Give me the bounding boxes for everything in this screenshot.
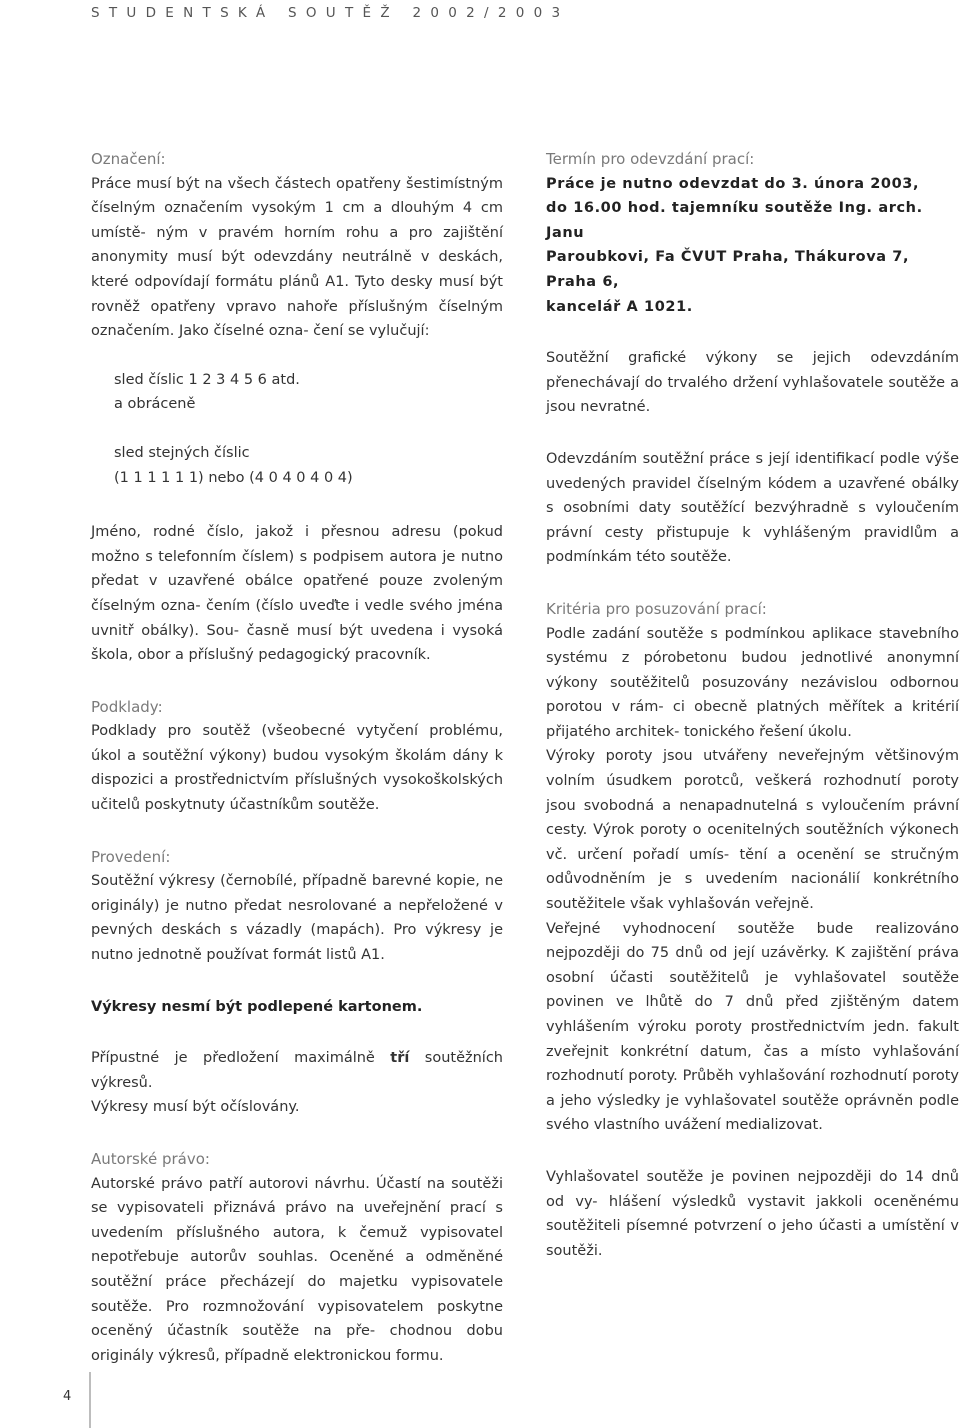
text-line: plánů A1. Tyto desky musí být rovněž opatřeny vpravo: [91, 273, 503, 315]
text-line: Paroubkovi, Fa ČVUT Praha, Thákurova 7, Praha 6,: [546, 249, 910, 290]
text-line: formu.: [395, 1347, 444, 1364]
text-line: časně musí být uvedena i vysoká škola, obor a příslušný: [91, 622, 503, 664]
paragraph-kriteria-2: [546, 744, 959, 916]
text-line: Jméno, rodné číslo, jakož i přesnou adresu (pokud možno: [91, 524, 503, 565]
section-heading-oznaceni: Označení:: [91, 150, 166, 168]
text-line: hlášení výsledků vystavit jakkoli oceněnému soutěžiteli: [546, 1193, 959, 1235]
footer-rule: [89, 1372, 91, 1428]
section-termin: [546, 147, 959, 570]
bold-count: tří: [390, 1050, 410, 1067]
page-number: 4: [63, 1389, 72, 1404]
text-line: Soutěžní výkresy (černobílé, případně barevné kopie, ne: [91, 873, 503, 890]
text-line: a prostřednictvím příslušných vysokoškolských učitelů: [91, 772, 504, 814]
text-line: Práce je nutno odevzdat do 3. února 2003,: [546, 175, 920, 192]
text-line: do trvalého držení vyhlašovatele soutěže a jsou nevratné.: [546, 374, 960, 416]
paragraph-submission-terms: [546, 447, 959, 570]
paragraph-autorske: [91, 1172, 503, 1369]
text-line: Odevzdáním soutěžní práce s její identifikací podle výše: [546, 450, 959, 467]
paragraph-kriteria-3: [546, 917, 959, 1138]
text-line: cesty přistupuje k vyhlášeným pravidlům a podmínkám této: [546, 524, 959, 566]
text-line: Výroky poroty jsou utvářeny neveřejným většinovým volním: [546, 748, 959, 790]
text-line: chodnou dobu originály výkresů, případně elektronickou: [91, 1323, 503, 1364]
section-provedeni: [91, 845, 503, 1120]
text-line: prostřednictvím jedn. fakult zveřejnit konkrétní datum, čas: [546, 1019, 959, 1060]
text-line: a nenapadnutelná s vyloučením právní cesty. Výrok poroty: [546, 797, 959, 839]
text-line: ným v pravém horním rohu a pro zajištění anonymity musí: [91, 224, 504, 266]
excluded-number-1: sled číslic 1 2 3 4 5 6 atd.: [114, 371, 300, 388]
running-header: STUDENTSKÁ SOUTĚŽ 2002/2003: [91, 5, 570, 21]
paragraph-kriteria-1: [546, 622, 959, 745]
text-line: tění a ocenění se stručným odůvodněním je s uvedením: [546, 846, 959, 888]
text-line: oprávněn podle svého vlastního uvážení medializovat.: [546, 1092, 959, 1134]
text-line: a místo vyhlašování rozhodnutí poroty. Průběh vyhlašování: [546, 1043, 960, 1085]
text-line: ci obecně platných měřítek a kritérií přijatého architek-: [546, 699, 959, 740]
text-line: soutěže.: [670, 549, 732, 566]
section-autorske: [91, 1147, 503, 1368]
section-heading-kriteria: Kritéria pro posuzování prací:: [546, 599, 767, 618]
paragraph-kriteria-4: [546, 1165, 959, 1263]
text-line: nacionálií konkrétního soutěžitele však vyhlašován veřejně.: [546, 871, 959, 913]
text-line: s osobními daty soutěžící bezvýhradně s vyloučením právní: [546, 500, 959, 541]
text-line: kancelář A 1021.: [546, 298, 693, 315]
text-line: do 75 dnů od její uzávěrky. K zajištění práva osobní účasti: [546, 945, 959, 986]
bold-note-no-cardboard: Výkresy nesmí být podlepené kartonem.: [91, 998, 423, 1015]
text-line: čení se vylučují:: [313, 323, 430, 340]
text-line: rozhodnutí poroty a jeho výsledky je vyhlašovatel soutěže: [546, 1068, 960, 1109]
text-line: pedagogický pracovník.: [258, 647, 431, 664]
text-line: v uzavřené obálce opatřené pouze zvoleným číselným ozna-: [91, 573, 504, 614]
paragraph-jmeno: [91, 520, 503, 668]
text-line: příslušného autora, k čemuž vypisovatel nepotřebuje autorův: [91, 1224, 503, 1266]
text-line: systému z pórobetonu budou jednotlivé anonymní výkony: [546, 650, 959, 691]
text-line: originály) je nutno předat nesrolované a nepřeložené: [91, 897, 488, 914]
text-line: s telefonním číslem) s podpisem autora je nutno předat: [91, 548, 503, 590]
text-line: Autorské právo patří autorovi návrhu. Účastí na soutěži: [91, 1175, 503, 1192]
text-line: soutěžitelů je vyhlašovatel soutěže povinen ve lhůtě do: [546, 969, 960, 1011]
text-line: souhlas. Oceněné a odměněné soutěžní práce přecházejí: [91, 1249, 504, 1290]
text-line: Veřejné vyhodnocení soutěže bude realizováno nejpozději: [546, 920, 959, 962]
paragraph-max-drawings: Přípustné je předložení maximálně tří soutěžních výkresů.: [91, 1050, 503, 1091]
text-line: Podle zadání soutěže s podmínkou aplikace stavebního: [546, 625, 959, 642]
text-line: Vyhlašovatel soutěže je povinen nejpozději do 14 dnů od vy-: [546, 1168, 959, 1210]
text-line: v pevných deskách s vázadly (mapách). Pro výkresy je nutno: [91, 897, 503, 964]
section-podklady: [91, 695, 503, 818]
section-oznaceni: [91, 147, 503, 490]
paragraph-podklady: [91, 719, 503, 817]
paragraph-deadline: [546, 172, 959, 320]
paragraph-graphic-works: [546, 346, 959, 420]
excluded-number-3: sled stejných číslic: [114, 444, 250, 461]
text-line: písemné potvrzení o jeho účasti a umístění v soutěži.: [546, 1218, 959, 1259]
section-heading-termin: Termín pro odevzdání prací:: [546, 150, 755, 168]
excluded-number-4: (1 1 1 1 1 1) nebo (4 0 4 0 4 0 4): [114, 469, 353, 486]
text-line: nahoře příslušným číselným označením. Jako číselné ozna-: [91, 298, 503, 340]
section-kriteria: [546, 597, 959, 1263]
right-column: [546, 147, 959, 1263]
section-heading-podklady: Podklady:: [91, 697, 163, 716]
text-line: a soutěžní výkony) budou vysokým školám dány k dispozici: [91, 747, 504, 789]
section-heading-provedeni: Provedení:: [91, 847, 171, 866]
text-line: 7 dnů před zjištěným datem vyhlášením výroku poroty: [546, 994, 960, 1035]
text-line: čením (číslo uveďte i vedle svého jména uvnitř obálky). Sou-: [91, 597, 503, 639]
left-column: [91, 147, 503, 1368]
paragraph-oznaceni: [91, 172, 503, 344]
text-line: poskytnuty účastníkům soutěže.: [144, 797, 380, 814]
text-line: Práce musí být na všech částech opatřeny šestimístným: [91, 175, 503, 192]
section-jmeno: [91, 520, 503, 668]
text-line: jednotně používat formát listů A1.: [137, 947, 385, 964]
text-line: se vypisovateli přiznává právo na uveřejnění prací s uvedením: [91, 1200, 503, 1241]
text-line: vypisovatelem poskytne oceněný účastník soutěže na pře-: [91, 1298, 504, 1340]
paragraph-provedeni: [91, 869, 503, 967]
text-line: být odevzdány neutrálně v deskách, které odpovídají formátu: [91, 249, 503, 290]
paragraph-numbering: Výkresy musí být očíslovány.: [91, 1099, 300, 1116]
text-line: Soutěžní grafické výkony se jejich odevzdáním přenechávají: [546, 350, 959, 391]
text-line: uvedených pravidel číselným kódem a uzavřené obálky: [546, 475, 959, 492]
text-line: soutěžitelů posuzovány nezávislou odbornou porotou v rám-: [546, 674, 959, 716]
excluded-number-2: a obráceně: [114, 396, 196, 413]
text-line: tonického řešení úkolu.: [683, 723, 852, 740]
section-heading-autorske: Autorské právo:: [91, 1150, 210, 1168]
text-line: do majetku vypisovatele soutěže. Pro rozmnožování: [91, 1273, 503, 1315]
text-line: číselným označením vysokým 1 cm a dlouhým 4 cm umístě-: [91, 200, 503, 241]
text-line: o ocenitelných soutěžních výkonech vč. určení pořadí umís-: [546, 822, 959, 863]
text-line: do 16.00 hod. tajemníku soutěže Ing. arch. Janu: [546, 200, 923, 241]
text-line: úsudkem porotců, veškerá rozhodnutí poroty jsou svobodná: [546, 773, 960, 814]
text-line: Podklady pro soutěž (všeobecné vytyčení problému, úkol: [91, 723, 503, 764]
